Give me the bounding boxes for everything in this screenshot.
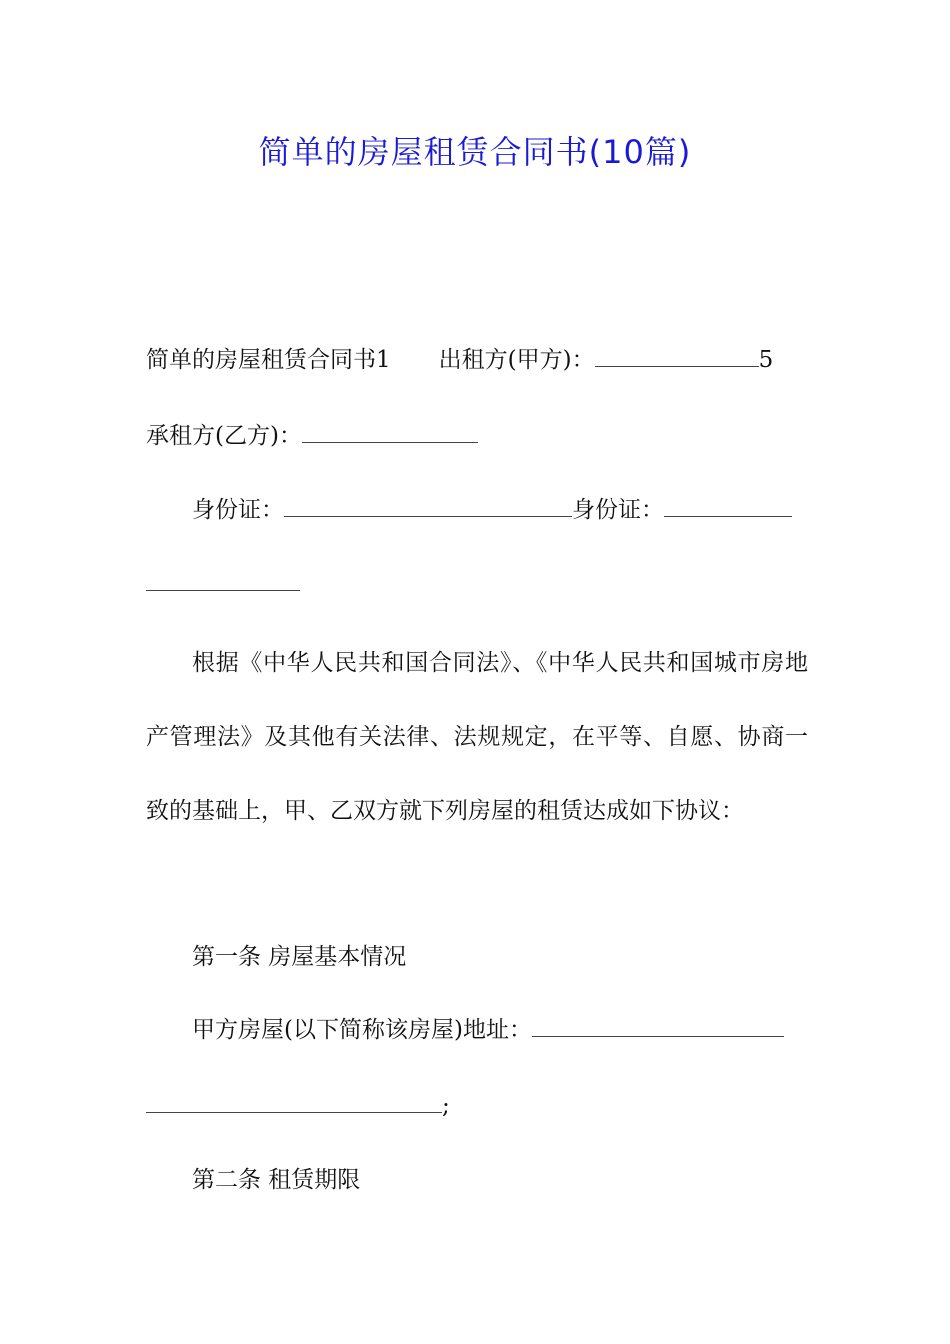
document-title: 简单的房屋租赁合同书(10篇) (258, 133, 692, 171)
lessee-blank[interactable] (302, 416, 478, 443)
lessee-id-label: 身份证： (572, 497, 664, 523)
lessor-label: 出租方(甲方)： (438, 347, 595, 373)
lessor-blank[interactable] (595, 340, 759, 367)
address-label: 甲方房屋(以下简称该房屋)地址： (192, 1017, 532, 1043)
lessee-id-blank-cont[interactable] (146, 564, 300, 591)
lessee-label: 承租方(乙方)： (146, 423, 302, 449)
address-line (192, 1010, 784, 1050)
contract-intro-line (146, 340, 773, 380)
preamble-paragraph: 根据《中华人民共和国合同法》、《中华人民共和国城市房地产管理法》及其他有关法律、法规规定，在平等、自愿、协商一致的基础上，甲、乙双方就下列房屋的租赁达成如下协议： (146, 650, 808, 824)
lessor-id-blank[interactable] (284, 490, 572, 517)
address-line-continued (146, 1086, 450, 1126)
id-line-continued (146, 564, 300, 604)
address-blank[interactable] (532, 1010, 784, 1037)
lessee-id-blank[interactable] (664, 490, 792, 517)
trailing-number: 5 (758, 347, 774, 373)
address-end: ; (442, 1093, 450, 1119)
article2-heading: 第二条 租赁期限 (192, 1167, 361, 1193)
id-line (192, 490, 792, 530)
lessee-line (146, 416, 478, 456)
contract-label: 简单的房屋租赁合同书1 (146, 347, 391, 373)
address-blank-cont[interactable] (146, 1086, 442, 1113)
lessor-id-label: 身份证： (192, 497, 284, 523)
article1-heading: 第一条 房屋基本情况 (192, 944, 407, 970)
